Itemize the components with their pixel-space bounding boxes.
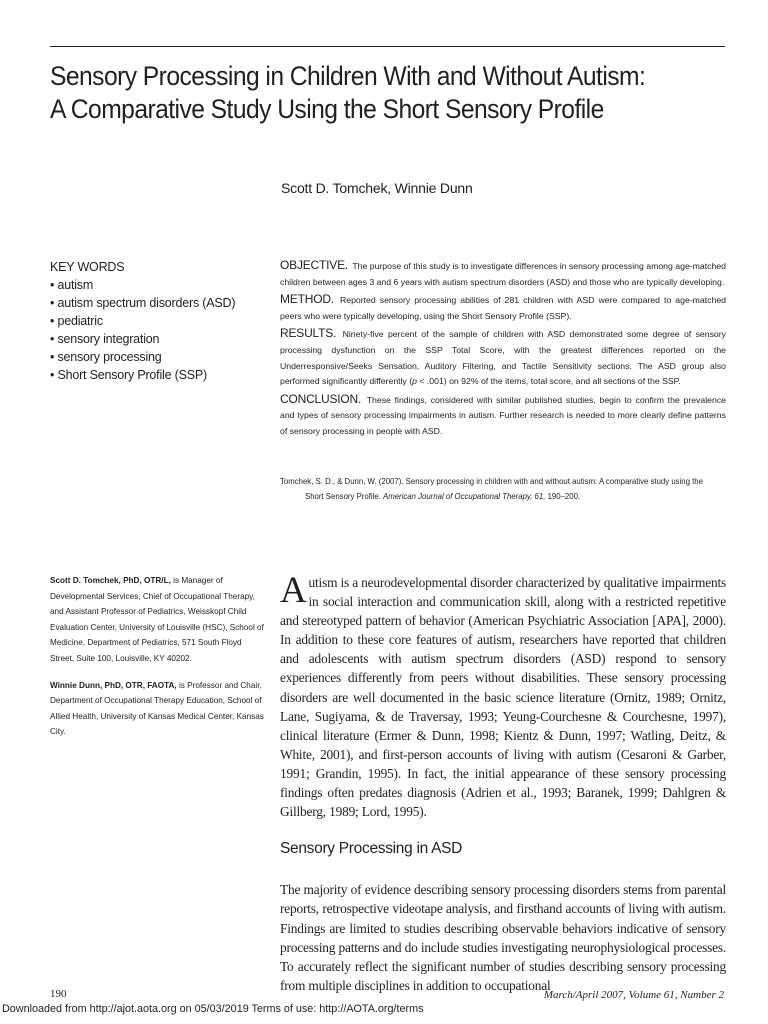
key-words-list (50, 276, 270, 384)
drop-cap: A (280, 570, 307, 611)
conclusion-label: CONCLUSION. (280, 391, 362, 406)
abstract (280, 258, 726, 442)
results-text-b: < .001) on 92% of the items, total score, and all sections of the SSP. (416, 376, 681, 387)
abstract-objective (280, 258, 726, 290)
page-number: 190 (50, 988, 67, 1000)
body-intro (280, 570, 726, 821)
citation-title-end: Short Sensory Profile. (305, 492, 384, 501)
title-line-1: Sensory Processing in Children With and Without Autism: (50, 61, 646, 91)
keyword-item: • sensory integration (50, 330, 270, 348)
section-heading: Sensory Processing in ASD (280, 840, 463, 857)
journal-issue: March/April 2007, Volume 61, Number 2 (543, 989, 724, 1001)
citation (280, 474, 726, 504)
method-label: METHOD. (280, 292, 334, 307)
key-words (50, 258, 270, 384)
keyword-item: • Short Sensory Profile (SSP) (50, 366, 270, 384)
top-rule (50, 46, 725, 47)
abstract-method (280, 292, 726, 324)
author-bio-2 (50, 678, 265, 740)
author-2-text: is Professor and Chair, Department of Occupational Therapy Education, School of Allied Health, University of Kansas Medical Center, Kansas City. (50, 680, 264, 737)
body-paragraph-1 (280, 570, 726, 821)
author-1-text: is Manager of Developmental Services, Chief of Occupational Therapy, and Assistant Professor of Pediatrics, Weisskopf Child Evaluation Center, University of Louisville (HSC), School of Medicine, Department of Pediatrics, 571 South Floyd Street, Suite 100, Louisville, KY 40202. (50, 576, 264, 663)
author-bio-1 (50, 573, 265, 667)
abstract-results (280, 326, 726, 389)
citation-journal: American Journal of Occupational Therapy, 61, (383, 492, 546, 501)
results-text-a: Ninety-five percent of the sample of children with ASD demonstrated some degree of sensory processing dysfunction on the SSP Total Score, with the greatest differences reported on the Underresponsive/Seeks Sensation, Auditory Filtering, and Tactile Sensitivity sections. The ASD group also performed significantly differently ( (280, 329, 726, 387)
key-words-heading: KEY WORDS (50, 260, 125, 274)
author-2-name: Winnie Dunn, PhD, OTR, FAOTA, (50, 680, 177, 690)
objective-text: The purpose of this study is to investigate differences in sensory processing among age-matched children between ages 3 and 6 years with autism spectrum disorders (ASD) and those who are typically developing. (280, 261, 726, 287)
objective-label: OBJECTIVE. (280, 258, 349, 272)
citation-line-1: Tomchek, S. D., & Dunn, W. (2007). Sensory processing in children with and without autism: A comparative study using the (280, 477, 703, 486)
conclusion-text: These findings, considered with similar published studies, begin to confirm the prevalence and types of sensory processing impairments in autism. Further research is needed to more clearly define patterns of sensory processing in people with ASD. (280, 394, 726, 436)
author-bios (50, 573, 265, 751)
abstract-conclusion (280, 392, 726, 440)
download-notice: Downloaded from http://ajot.aota.org on 05/03/2019 Terms of use: http://AOTA.org/terms (2, 1003, 424, 1015)
keyword-item: • sensory processing (50, 348, 270, 366)
author-1-name: Scott D. Tomchek, PhD, OTR/L, (50, 576, 171, 585)
results-p-value: p (412, 376, 417, 387)
keyword-item: • autism (50, 276, 270, 294)
body-paragraph-2: The majority of evidence describing sensory processing disorders stems from parental reports, retrospective videotape analysis, and firsthand accounts of living with autism. Findings are limited to studies describing observable behaviors indicative of sensory processing patterns and do include studies investigating neurophysiological processes. To accurately reflect the significant number of studies describing sensory processing from multiple disciplines in addition to occupational (280, 882, 726, 993)
body-section (280, 867, 726, 1008)
method-text: Reported sensory processing abilities of 281 children with ASD were compared to age-matched peers who were typically developing, using the Short Sensory Profile (SSP). (280, 295, 726, 321)
body-paragraph-1-text: utism is a neurodevelopmental disorder characterized by qualitative impairments in social interaction and communication skill, along with a restricted repetitive and stereotyped pattern of behavior (American Psychiatric Association [APA], 2000). In addition to these core features of autism, researchers have reported that children and adolescents with autism spectrum disorders (ASD) respond to sensory experiences differently from peers without disabilities. These sensory processing disorders are well documented in the basic science literature (Ornitz, 1989; Ornitz, Lane, Sugiyama, & de Traversay, 1993; Yeung-Courchesne & Courchesne, 1997), clinical literature (Ermer & Dunn, 1998; Kientz & Dunn, 1997; Watling, Deitz, & White, 2001), and first-person accounts of living with autism (Cesaroni & Garber, 1991; Grandin, 1995). In fact, the initial appearance of these sensory processing findings often predates diagnosis (Adrien et al., 1993; Baranek, 1999; Dahlgren & Gillberg, 1989; Lord, 1995). (280, 575, 726, 820)
article-title (50, 60, 692, 126)
title-line-2: A Comparative Study Using the Short Sensory Profile (50, 94, 604, 124)
results-label: RESULTS. (280, 326, 337, 341)
authors: Scott D. Tomchek, Winnie Dunn (281, 180, 473, 196)
keyword-item: • autism spectrum disorders (ASD) (50, 294, 270, 312)
keyword-item: • pediatric (50, 312, 270, 330)
citation-line-2 (280, 489, 726, 504)
citation-pages: 190–200. (545, 492, 581, 501)
